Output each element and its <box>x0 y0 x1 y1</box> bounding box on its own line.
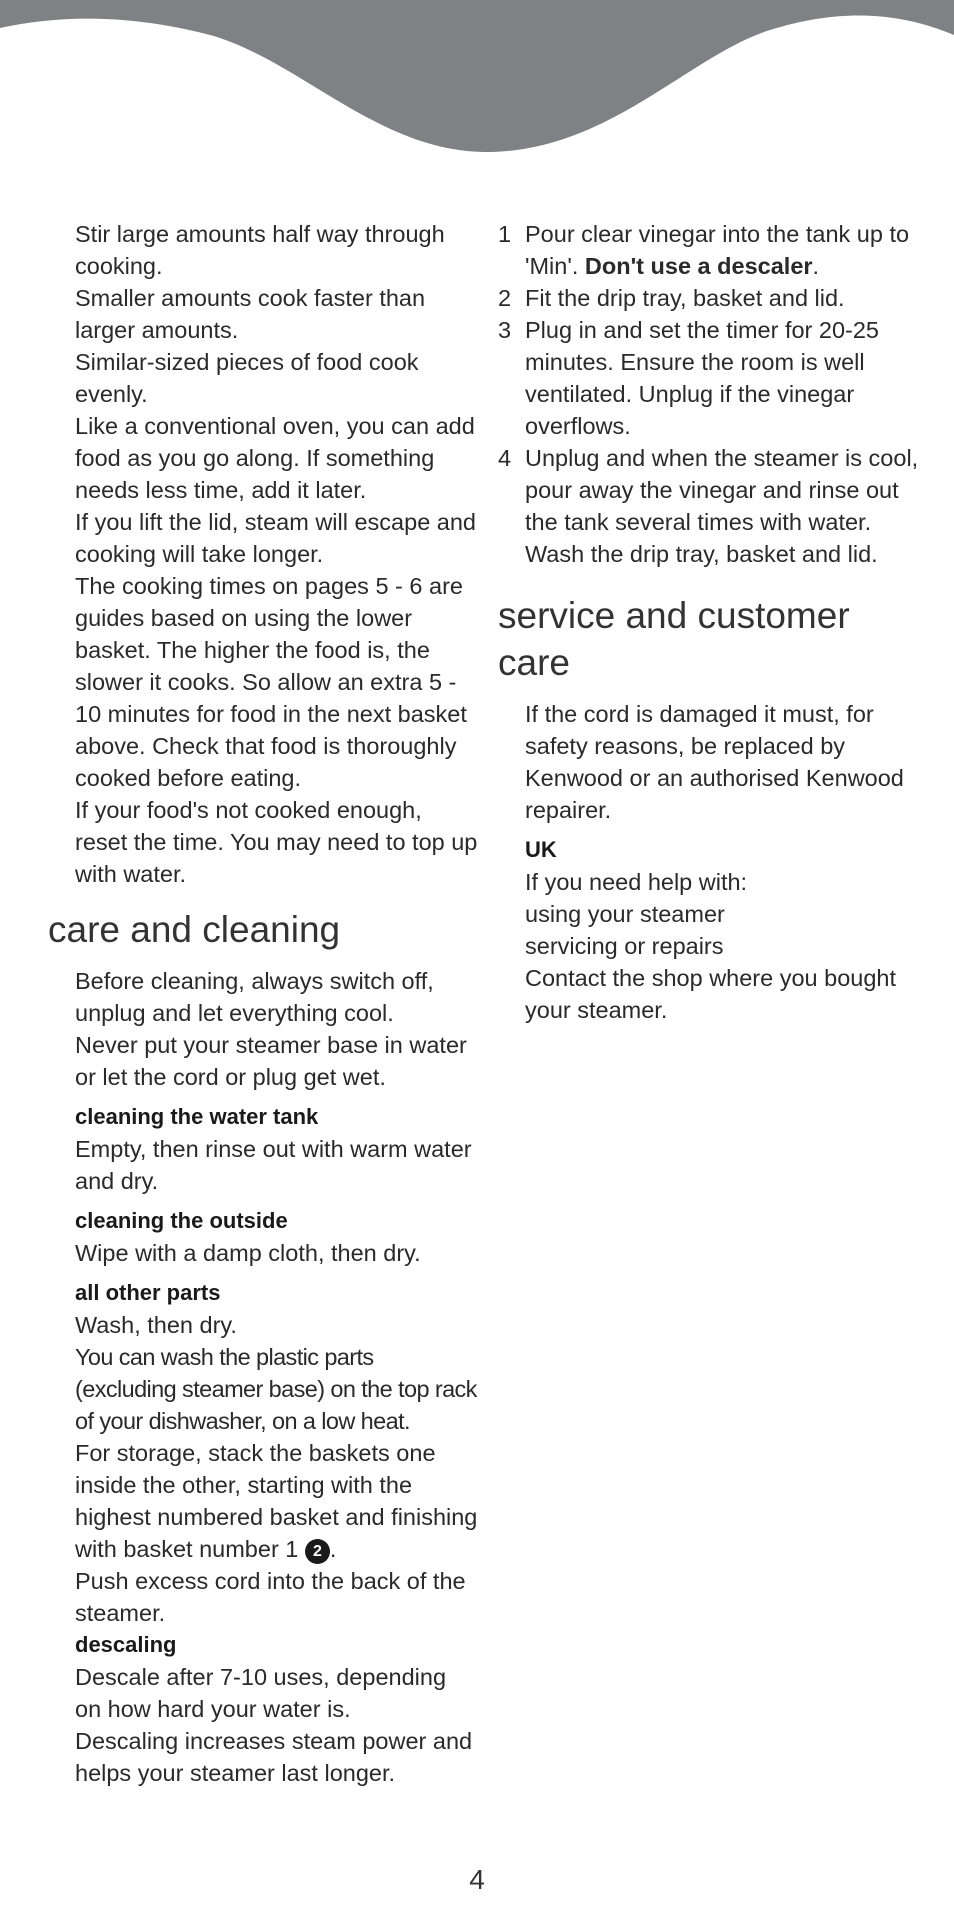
left-column <box>48 218 478 1789</box>
help-line: Contact the shop where you bought your steamer. <box>525 965 897 1023</box>
cord-storage-text: Push excess cord into the back of the steamer. <box>75 1568 466 1626</box>
care-intro-paragraph: Never put your steamer base in water or let the cord or plug get wet. <box>75 1032 467 1090</box>
descaling-benefit-text: Descaling increases steam power and helps your steamer last longer. <box>75 1728 473 1786</box>
step-warning: Don't use a descaler <box>584 253 813 279</box>
care-and-cleaning-title: care and cleaning <box>48 909 341 950</box>
care-section-body <box>75 965 478 1789</box>
service-title: service and customer care <box>498 595 850 683</box>
step-number: 1 <box>498 221 512 247</box>
descaling-heading: descaling <box>75 1632 177 1657</box>
help-line: servicing or repairs <box>525 933 724 959</box>
outside-heading: cleaning the outside <box>75 1208 288 1233</box>
outside-text: Wipe with a damp cloth, then dry. <box>75 1240 421 1266</box>
right-column <box>498 218 928 1026</box>
water-tank-text: Empty, then rinse out with warm water and dry. <box>75 1136 472 1194</box>
storage-text-end: . <box>329 1536 337 1562</box>
step-number: 2 <box>498 285 512 311</box>
header-wave-decoration <box>0 0 954 160</box>
other-parts-heading: all other parts <box>75 1280 221 1305</box>
list-item <box>498 314 928 442</box>
help-line: If you need help with: <box>525 869 748 895</box>
other-parts-text: Wash, then dry. <box>75 1312 237 1338</box>
cord-damage-text: If the cord is damaged it must, for safety reasons, be replaced by Kenwood or an authorised Kenwood repairer. <box>525 701 904 823</box>
tip-paragraph: Stir large amounts half way through cooking. <box>75 221 445 279</box>
uk-heading: UK <box>525 837 557 862</box>
descaling-steps-list <box>498 218 928 570</box>
step-number: 4 <box>498 445 512 471</box>
tip-paragraph: Smaller amounts cook faster than larger amounts. <box>75 285 426 343</box>
tip-paragraph: The cooking times on pages 5 - 6 are guides based on using the lower basket. The higher the food is, the slower it cooks. So allow an extra 5 - 10 minutes for food in the next basket above. Check that food is thoroughly cooked before eating. <box>75 573 467 791</box>
list-item <box>498 442 928 570</box>
header-wave-shape <box>0 0 954 152</box>
care-intro-paragraph: Before cleaning, always switch off, unplug and let everything cool. <box>75 968 434 1026</box>
cooking-tips <box>75 218 478 890</box>
descaling-text: Descale after 7-10 uses, depending on how hard your water is. <box>75 1664 447 1722</box>
list-item <box>498 282 928 314</box>
figure-reference-badge: 2 <box>305 1539 330 1564</box>
page-number: 4 <box>469 1864 485 1895</box>
dishwasher-text: You can wash the plastic parts (excluding steamer base) on the top rack of your dishwasher, on a low heat. <box>75 1344 477 1434</box>
tip-paragraph: Like a conventional oven, you can add food as you go along. If something needs less time, add it later. <box>75 413 475 503</box>
service-section-body <box>525 698 928 1026</box>
water-tank-heading: cleaning the water tank <box>75 1104 319 1129</box>
step-text: Unplug and when the steamer is cool, pour away the vinegar and rinse out the tank several times with water. Wash the drip tray, basket and lid. <box>525 445 919 567</box>
step-text: Fit the drip tray, basket and lid. <box>525 285 845 311</box>
step-text-end: . <box>812 253 820 279</box>
help-line: using your steamer <box>525 901 725 927</box>
tip-paragraph: If your food's not cooked enough, reset the time. You may need to top up with water. <box>75 797 478 887</box>
tip-paragraph: If you lift the lid, steam will escape and cooking will take longer. <box>75 509 477 567</box>
storage-text-main: For storage, stack the baskets one inside the other, starting with the highest numbered basket and finishing with basket number 1 <box>75 1440 478 1562</box>
list-item <box>498 218 928 282</box>
step-number: 3 <box>498 317 512 343</box>
step-text: Plug in and set the timer for 20-25 minutes. Ensure the room is well ventilated. Unplug if the vinegar overflows. <box>525 317 880 439</box>
tip-paragraph: Similar-sized pieces of food cook evenly. <box>75 349 419 407</box>
step-text: Pour clear vinegar into the tank up to 'Min'. <box>525 221 910 279</box>
storage-text <box>75 1437 478 1565</box>
